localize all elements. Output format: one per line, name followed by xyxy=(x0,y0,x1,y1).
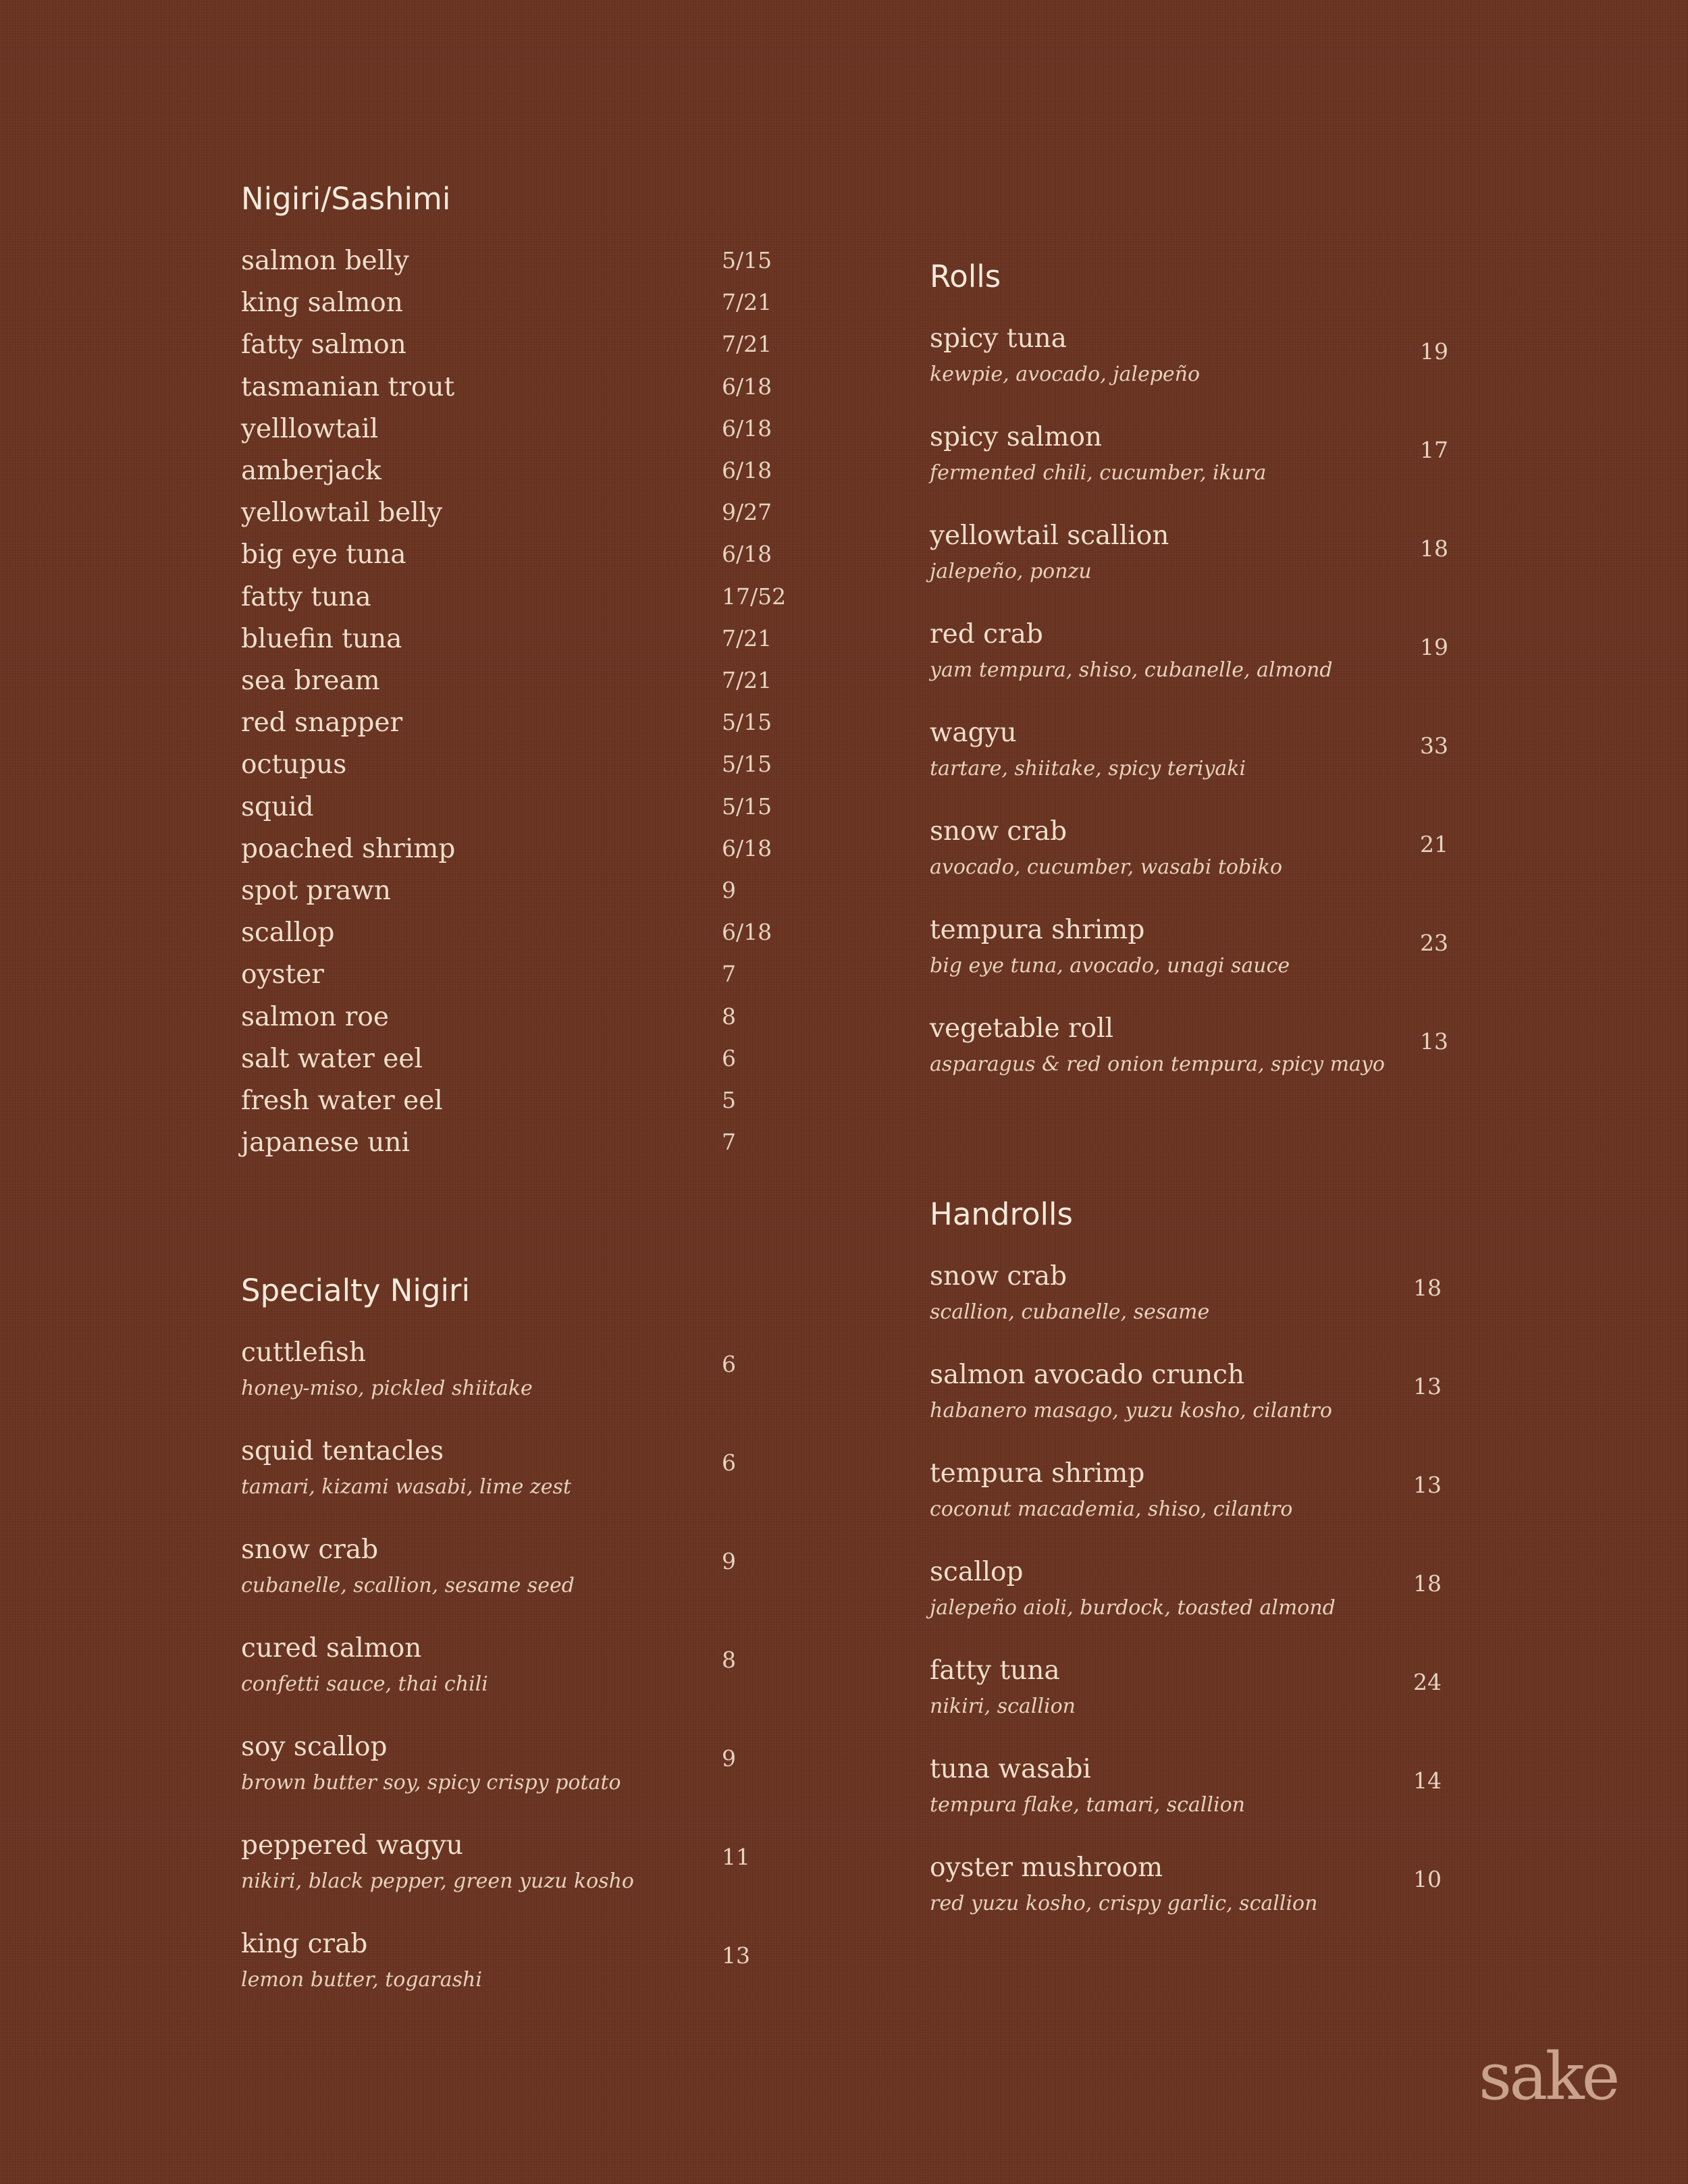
menu-item-description: jalepeño, ponzu xyxy=(930,560,1092,583)
menu-item-price: 18 xyxy=(1413,1275,1442,1301)
menu-item-description: cubanelle, scallion, sesame seed xyxy=(241,1574,575,1597)
menu-item-name: wagyu xyxy=(930,718,1017,748)
menu-item-description: yam tempura, shiso, cubanelle, almond xyxy=(930,658,1333,682)
menu-item-name: vegetable roll xyxy=(930,1013,1114,1044)
menu-item-description: tartare, shiitake, spicy teriyaki xyxy=(930,757,1246,780)
menu-item-name: snow crab xyxy=(241,1535,379,1565)
menu-item-name: octupus xyxy=(241,749,347,780)
menu-item-price: 23 xyxy=(1420,930,1448,956)
rolls-title: Rolls xyxy=(930,259,1001,294)
menu-item-name: cured salmon xyxy=(241,1633,422,1663)
menu-item-description: nikiri, scallion xyxy=(930,1695,1076,1718)
sake-logo: sake xyxy=(1479,2039,1618,2114)
menu-item-price: 9/27 xyxy=(722,499,772,526)
menu-item-name: red crab xyxy=(930,619,1043,649)
menu-item-name: salmon avocado crunch xyxy=(930,1360,1245,1390)
menu-item-description: brown butter soy, spicy crispy potato xyxy=(241,1771,621,1794)
menu-item-name: sea bream xyxy=(241,666,380,696)
menu-item-price: 7/21 xyxy=(722,331,772,358)
menu-item-price: 7 xyxy=(722,961,736,988)
menu-item-name: yelllowtail xyxy=(241,413,379,444)
menu-item-price: 6 xyxy=(722,1044,736,1071)
menu-item-price: 8 xyxy=(722,1647,736,1673)
menu-item-description: habanero masago, yuzu kosho, cilantro xyxy=(930,1399,1332,1422)
menu-item-name: tempura shrimp xyxy=(930,1458,1145,1489)
menu-item-name: scallop xyxy=(930,1557,1024,1587)
menu-item-price: 6/18 xyxy=(722,373,772,400)
menu-item-description: fermented chili, cucumber, ikura xyxy=(930,461,1267,485)
menu-item-name: yellowtail scallion xyxy=(930,521,1169,551)
menu-item-price: 19 xyxy=(1420,634,1448,660)
menu-item-price: 18 xyxy=(1413,1570,1442,1597)
menu-item-name: tasmanian trout xyxy=(241,371,455,402)
menu-item-price: 7 xyxy=(722,1129,736,1156)
menu-item-price: 7/21 xyxy=(722,667,772,693)
menu-item-price: 11 xyxy=(722,1844,750,1870)
menu-item-description: nikiri, black pepper, green yuzu kosho xyxy=(241,1869,634,1893)
menu-item-name: oyster xyxy=(241,959,324,990)
menu-item-name: big eye tuna xyxy=(241,539,406,570)
menu-item-description: red yuzu kosho, crispy garlic, scallion xyxy=(930,1892,1318,1915)
menu-item-description: coconut macademia, shiso, cilantro xyxy=(930,1497,1293,1521)
menu-item-price: 13 xyxy=(1420,1028,1448,1055)
menu-item-name: bluefin tuna xyxy=(241,623,402,654)
menu-item-description: big eye tuna, avocado, unagi sauce xyxy=(930,954,1290,978)
menu-item-price: 13 xyxy=(1413,1472,1442,1498)
menu-item-price: 24 xyxy=(1413,1669,1442,1695)
menu-item-name: tuna wasabi xyxy=(930,1754,1091,1784)
menu-item-price: 19 xyxy=(1420,338,1448,365)
menu-item-price: 5/15 xyxy=(722,247,772,273)
menu-item-description: asparagus & red onion tempura, spicy mayo xyxy=(930,1053,1385,1076)
menu-item-price: 5/15 xyxy=(722,793,772,820)
menu-item-price: 7/21 xyxy=(722,289,772,316)
menu-item-description: avocado, cucumber, wasabi tobiko xyxy=(930,855,1283,879)
specialty-nigiri-title: Specialty Nigiri xyxy=(241,1273,470,1308)
menu-item-price: 17 xyxy=(1420,437,1448,463)
menu-item-name: squid xyxy=(241,791,314,822)
menu-item-name: oyster mushroom xyxy=(930,1853,1163,1883)
menu-item-name: salt water eel xyxy=(241,1043,423,1074)
menu-item-price: 5/15 xyxy=(722,751,772,778)
menu-item-price: 17/52 xyxy=(722,583,787,610)
menu-item-name: peppered wagyu xyxy=(241,1830,463,1861)
menu-item-description: tamari, kizami wasabi, lime zest xyxy=(241,1475,571,1499)
menu-item-name: fatty tuna xyxy=(241,581,371,612)
menu-item-name: snow crab xyxy=(930,816,1067,847)
menu-item-description: jalepeño aioli, burdock, toasted almond xyxy=(930,1596,1336,1620)
menu-item-name: spicy salmon xyxy=(930,422,1103,452)
menu-item-price: 10 xyxy=(1413,1866,1442,1892)
menu-item-description: confetti sauce, thai chili xyxy=(241,1672,488,1696)
menu-item-name: king crab xyxy=(241,1929,368,1959)
menu-item-price: 6 xyxy=(722,1351,736,1377)
menu-item-name: snow crab xyxy=(930,1261,1067,1291)
menu-item-name: poached shrimp xyxy=(241,833,456,864)
menu-item-price: 7/21 xyxy=(722,624,772,651)
menu-item-price: 18 xyxy=(1420,535,1448,562)
menu-item-price: 6/18 xyxy=(722,457,772,483)
menu-item-price: 6/18 xyxy=(722,919,772,946)
handrolls-title: Handrolls xyxy=(930,1196,1073,1232)
menu-item-price: 13 xyxy=(1413,1373,1442,1400)
menu-item-price: 14 xyxy=(1413,1767,1442,1794)
menu-item-name: fatty salmon xyxy=(241,329,406,361)
menu-item-description: scallion, cubanelle, sesame xyxy=(930,1300,1210,1324)
menu-item-name: yellowtail belly xyxy=(241,498,443,529)
menu-item-price: 6/18 xyxy=(722,834,772,861)
menu-item-name: fatty tuna xyxy=(930,1655,1060,1686)
menu-item-name: cuttlefish xyxy=(241,1337,367,1368)
menu-item-name: soy scallop xyxy=(241,1732,388,1762)
menu-item-price: 5 xyxy=(722,1087,736,1113)
menu-item-price: 21 xyxy=(1420,831,1448,857)
menu-item-price: 9 xyxy=(722,1548,736,1574)
menu-item-price: 6/18 xyxy=(722,415,772,442)
menu-item-price: 13 xyxy=(722,1942,750,1969)
menu-item-price: 9 xyxy=(722,1745,736,1772)
menu-item-name: red snapper xyxy=(241,708,403,739)
menu-item-price: 8 xyxy=(722,1003,736,1030)
menu-item-description: lemon butter, togarashi xyxy=(241,1968,482,1992)
menu-item-name: salmon roe xyxy=(241,1001,389,1032)
menu-item-description: kewpie, avocado, jalepeño xyxy=(930,363,1201,386)
menu-item-price: 6 xyxy=(722,1449,736,1476)
menu-item-description: honey-miso, pickled shiitake xyxy=(241,1377,533,1400)
menu-item-name: scallop xyxy=(241,917,335,949)
menu-item-name: salmon belly xyxy=(241,246,409,276)
menu-item-name: amberjack xyxy=(241,456,381,486)
nigiri-sashimi-title: Nigiri/Sashimi xyxy=(241,181,451,217)
menu-item-price: 33 xyxy=(1420,733,1448,759)
menu-item-description: tempura flake, tamari, scallion xyxy=(930,1793,1245,1817)
menu-item-price: 9 xyxy=(722,877,736,903)
menu-item-name: king salmon xyxy=(241,288,403,319)
menu-item-name: japanese uni xyxy=(241,1127,410,1158)
menu-item-name: spot prawn xyxy=(241,876,391,906)
menu-item-name: tempura shrimp xyxy=(930,915,1145,945)
menu-item-name: squid tentacles xyxy=(241,1436,444,1466)
menu-item-name: fresh water eel xyxy=(241,1086,443,1116)
menu-item-name: spicy tuna xyxy=(930,323,1067,354)
menu-item-price: 6/18 xyxy=(722,541,772,568)
menu-item-price: 5/15 xyxy=(722,709,772,736)
